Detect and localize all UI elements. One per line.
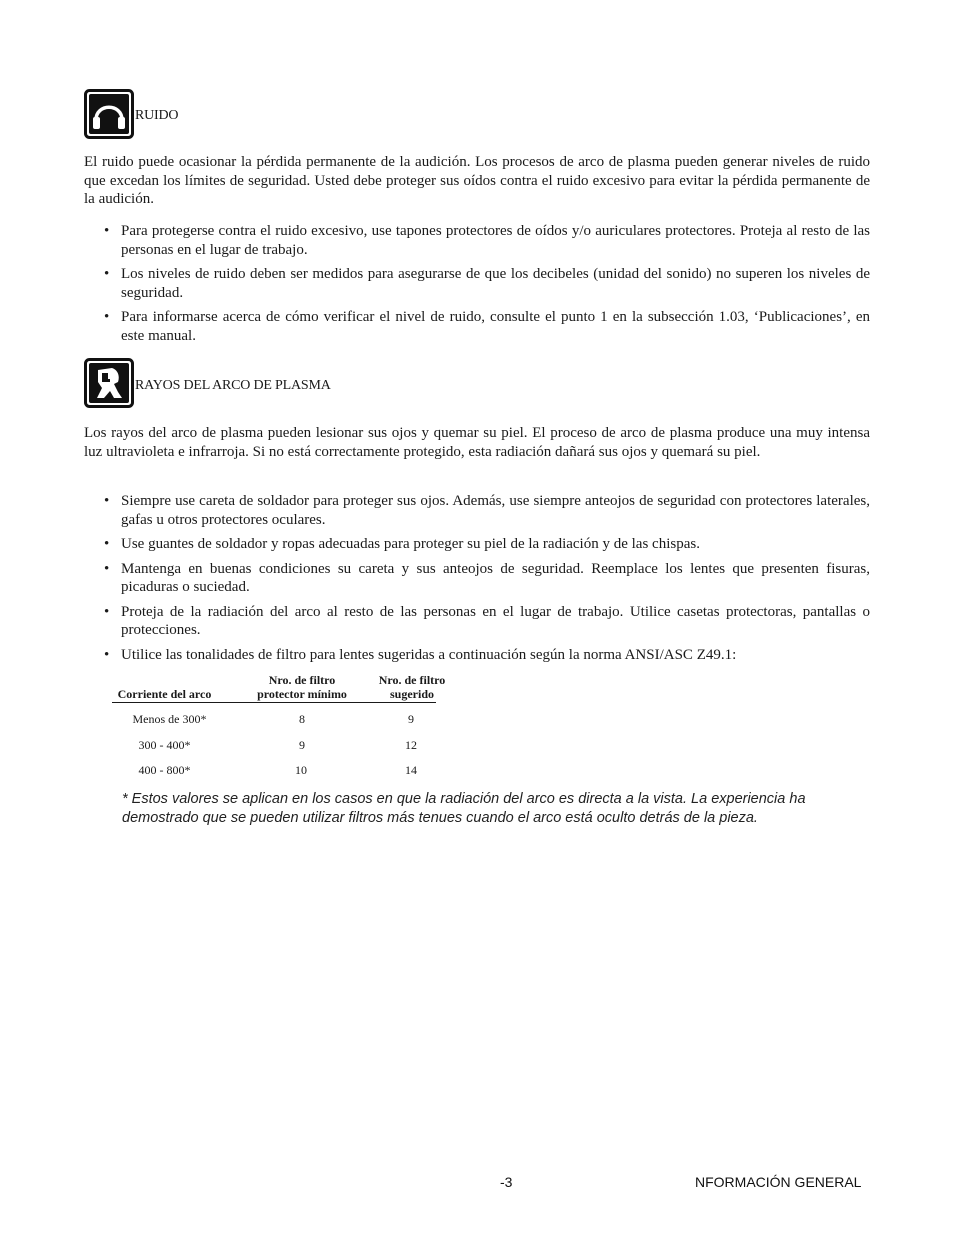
arc-rays-paragraph: Los rayos del arco de plasma pueden lesionar sus ojos y quemar su piel. El proceso de arco de plasma produce una muy intensa luz ultravioleta e infrarroja. Si no está correctamente protegido, esta radiación dañará sus ojos y quemará su piel.	[84, 425, 870, 460]
table-cell: 9	[408, 712, 414, 726]
footer-section-title: NFORMACIÓN GENERAL	[695, 1174, 862, 1190]
list-item: • Utilice las tonalidades de filtro para lentes sugeridas a continuación según la norma ANSI/ASC Z49.1:	[84, 646, 870, 665]
arc-rays-bullet-list	[84, 492, 870, 670]
list-item: • Mantenga en buenas condiciones su careta y sus anteojos de seguridad. Reemplace los lentes que presenten fisuras, picaduras o suciedad.	[84, 560, 870, 597]
welding-helmet-icon	[84, 358, 134, 408]
section-title-arc-rays: RAYOS DEL ARCO DE PLASMA	[135, 378, 331, 393]
list-item: • Use guantes de soldador y ropas adecuadas para proteger su piel de la radiación y de las chispas.	[84, 535, 870, 554]
list-item: • Para protegerse contra el ruido excesivo, use tapones protectores de oídos y/o auriculares protectores. Proteja al resto de las personas en el lugar de trabajo.	[84, 222, 870, 259]
noise-bullet-list	[84, 222, 870, 351]
table-cell: 14	[405, 763, 417, 777]
list-item: • Siempre use careta de soldador para proteger sus ojos. Además, use siempre anteojos de seguridad con protectores laterales, gafas u otros protectores oculares.	[84, 492, 870, 529]
list-item: • Los niveles de ruido deben ser medidos para asegurarse de que los decibeles (unidad del sonido) no superen los niveles de seguridad.	[84, 265, 870, 302]
page-number: -3	[500, 1174, 513, 1190]
table-header-min-filter: Nro. de filtro protector mínimo	[257, 673, 347, 701]
section-title-noise: RUIDO	[135, 108, 179, 123]
table-cell: Menos de 300*	[132, 712, 207, 726]
table-cell: 300 - 400*	[138, 738, 191, 752]
list-item: • Proteja de la radiación del arco al resto de las personas en el lugar de trabajo. Utilice casetas protectoras, pantallas o protecciones.	[84, 603, 870, 640]
table-cell: 9	[299, 738, 305, 752]
table-header-rule	[112, 702, 436, 703]
table-cell: 10	[295, 763, 307, 777]
filter-footnote: * Estos valores se aplican en los casos en que la radiación del arco es directa a la vista. La experiencia ha demostrado que se pueden utilizar filtros más tenues cuando el arco está oculto detrás de la pieza.	[122, 791, 806, 826]
table-cell: 400 - 800*	[138, 763, 191, 777]
noise-paragraph: El ruido puede ocasionar la pérdida permanente de la audición. Los procesos de arco de plasma pueden generar niveles de ruido que excedan los límites de seguridad. Usted debe proteger sus oídos contra el ruido excesivo para evitar la pérdida permanente de la audición.	[84, 154, 870, 207]
table-cell: 12	[405, 738, 417, 752]
table-header-suggested-filter: Nro. de filtro sugerido	[378, 673, 446, 701]
table-cell: 8	[299, 712, 305, 726]
table-header-current: Corriente del arco	[117, 687, 212, 701]
list-item: • Para informarse acerca de cómo verificar el nivel de ruido, consulte el punto 1 en la subsección 1.03, ‘Publicaciones’, en este manual.	[84, 308, 870, 345]
ear-protection-icon	[84, 89, 134, 139]
